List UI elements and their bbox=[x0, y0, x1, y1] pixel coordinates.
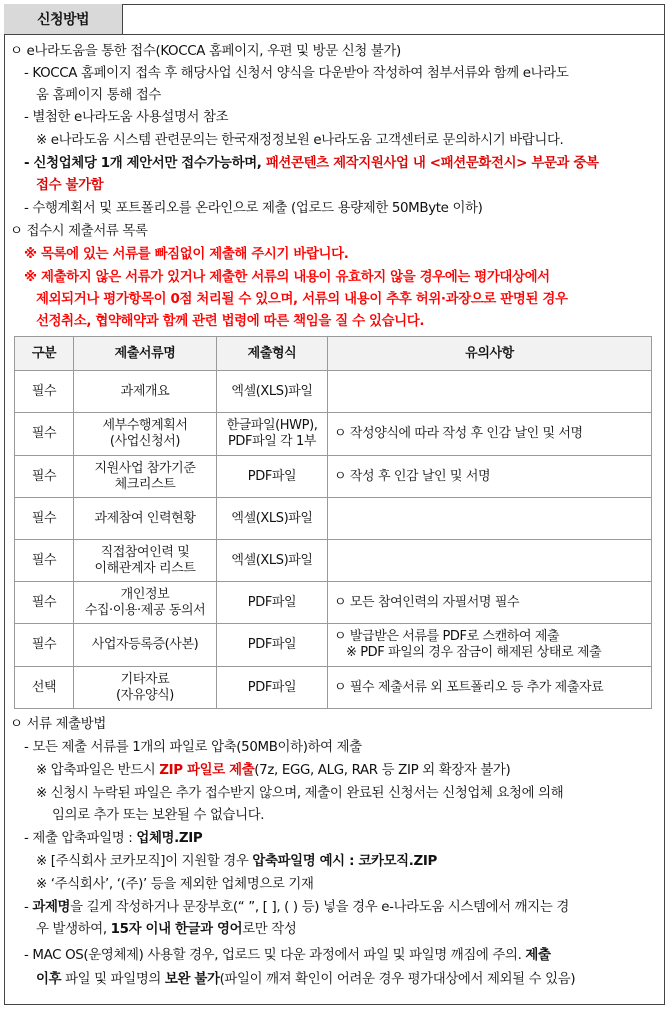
row-note: ㅇ 발급받은 서류를 PDF로 스캔하여 제출 ※ PDF 파일의 경우 잠금이 해제된 상태로 제출 bbox=[328, 624, 652, 667]
row-type: 선택 bbox=[15, 667, 74, 709]
row-note: ㅇ 모든 참여인력의 자필서명 필수 bbox=[328, 582, 652, 624]
row-note: ㅇ 작성 후 인감 날인 및 서명 bbox=[328, 456, 652, 498]
online-submission-note: - 수행계획서 및 포트폴리오를 온라인으로 제출 (업로드 용량제한 50MByte 이하) bbox=[24, 201, 483, 216]
submission-heading: ㅇ e나라도움을 통한 접수(KOCCA 홈페이지, 우편 및 방문 신청 불가) bbox=[10, 44, 401, 59]
table-header-row bbox=[15, 337, 652, 371]
row-note: ㅇ 필수 제출서류 외 포트폴리오 등 추가 제출자료 bbox=[328, 667, 652, 709]
missing-file-note-line1: ※ 신청시 누락된 파일은 추가 접수받지 않으며, 제출이 완료된 신청서는 신청업체 요청에 의해 bbox=[36, 786, 564, 801]
table-row bbox=[15, 371, 652, 413]
documents-table bbox=[14, 336, 652, 709]
row-note bbox=[328, 540, 652, 582]
row-note: ㅇ 작성양식에 따라 작성 후 인감 날인 및 서명 bbox=[328, 413, 652, 456]
kocca-instruction-line1: - KOCCA 홈페이지 접속 후 해당사업 신청서 양식을 다운받아 작성하여 첨부서류와 함께 e나라도 bbox=[24, 66, 569, 81]
row-doc-name: 사업자등록증(사본) bbox=[74, 624, 217, 667]
macos-note-line1: - MAC OS(운영체제) 사용할 경우, 업로드 및 다운 과정에서 파일 및 파일명 깨짐에 주의. 제출 bbox=[24, 948, 551, 963]
row-type: 필수 bbox=[15, 540, 74, 582]
table-row bbox=[15, 413, 652, 456]
section-header bbox=[4, 4, 665, 35]
row-doc-name: 직접참여인력 및 이해관계자 리스트 bbox=[74, 540, 217, 582]
row-note bbox=[328, 498, 652, 540]
header-type: 구분 bbox=[15, 337, 74, 371]
table-row bbox=[15, 624, 652, 667]
company-name-note: ※ ‘주식회사’, ‘(주)’ 등을 제외한 업체명으로 기재 bbox=[36, 877, 314, 892]
one-proposal-rule-cont: 접수 불가함 bbox=[36, 178, 104, 193]
row-doc-name: 과제개요 bbox=[74, 371, 217, 413]
row-type: 필수 bbox=[15, 498, 74, 540]
table-row bbox=[15, 540, 652, 582]
warning-invalid-line1: ※ 제출하지 않은 서류가 있거나 제출한 서류의 내용이 유효하지 않을 경우에는 평가대상에서 bbox=[24, 270, 550, 285]
zip-filename-example: ※ [주식회사 코카모직]이 지원할 경우 압축파일명 예시 : 코카모직.ZIP bbox=[36, 854, 437, 869]
one-proposal-rule-red: 패션콘텐츠 제작지원사업 내 <패션문화전시> 부문과 중복 bbox=[265, 156, 599, 171]
row-doc-name: 개인정보 수집·이용·제공 동의서 bbox=[74, 582, 217, 624]
row-type: 필수 bbox=[15, 582, 74, 624]
row-format: PDF파일 bbox=[217, 456, 328, 498]
warning-submit-all: ※ 목록에 있는 서류를 빠짐없이 제출해 주시기 바랍니다. bbox=[24, 247, 349, 262]
compress-instruction: - 모든 제출 서류를 1개의 파일로 압축(50MB이하)하여 제출 bbox=[24, 740, 362, 755]
table-row bbox=[15, 582, 652, 624]
kocca-instruction-line2: 움 홈페이지 통해 접수 bbox=[36, 88, 161, 103]
project-name-rule-line1: - 과제명을 길게 작성하거나 문장부호(“ ”, [ ], ( ) 등) 넣을 경우 e-나라도움 시스템에서 깨지는 경 bbox=[24, 900, 569, 915]
one-proposal-rule bbox=[24, 156, 599, 172]
macos-note-line2: 이후 파일 및 파일명의 보완 불가(파일이 깨져 확인이 어려운 경우 평가대상에서 제외될 수 있음) bbox=[36, 972, 576, 987]
row-doc-name: 세부수행계획서 (사업신청서) bbox=[74, 413, 217, 456]
warning-invalid-line3: 선정취소, 협약해약과 함께 관련 법령에 따른 책임을 질 수 있습니다. bbox=[36, 314, 425, 329]
row-type: 필수 bbox=[15, 413, 74, 456]
zip-only-note: ※ 압축파일은 반드시 ZIP 파일로 제출(7z, EGG, ALG, RAR 등 ZIP 외 확장자 불가) bbox=[36, 763, 511, 778]
documents-heading: ㅇ 접수시 제출서류 목록 bbox=[10, 224, 148, 239]
row-format: 엑셀(XLS)파일 bbox=[217, 498, 328, 540]
header-doc-name: 제출서류명 bbox=[74, 337, 217, 371]
row-note bbox=[328, 371, 652, 413]
row-format: 한글파일(HWP), PDF파일 각 1부 bbox=[217, 413, 328, 456]
row-format: PDF파일 bbox=[217, 582, 328, 624]
row-doc-name: 과제참여 인력현황 bbox=[74, 498, 217, 540]
row-type: 필수 bbox=[15, 456, 74, 498]
table-row bbox=[15, 667, 652, 709]
project-name-rule-line2: 우 발생하여, 15자 이내 한글과 영어로만 작성 bbox=[36, 922, 297, 937]
submission-method-heading: ㅇ 서류 제출방법 bbox=[10, 717, 106, 732]
inquiry-note: ※ e나라도움 시스템 관련문의는 한국재정정보원 e나라도움 고객센터로 문의하시기 바랍니다. bbox=[36, 133, 564, 148]
row-doc-name: 기타자료 (자유양식) bbox=[74, 667, 217, 709]
section-title: 신청방법 bbox=[4, 4, 123, 34]
row-type: 필수 bbox=[15, 371, 74, 413]
header-notes: 유의사항 bbox=[328, 337, 652, 371]
header-format: 제출형식 bbox=[217, 337, 328, 371]
table-row bbox=[15, 456, 652, 498]
row-format: 엑셀(XLS)파일 bbox=[217, 371, 328, 413]
row-doc-name: 지원사업 참가기준 체크리스트 bbox=[74, 456, 217, 498]
row-format: PDF파일 bbox=[217, 667, 328, 709]
row-type: 필수 bbox=[15, 624, 74, 667]
warning-invalid-line2: 제외되거나 평가항목이 0점 처리될 수 있으며, 서류의 내용이 추후 허위·과장으로 판명된 경우 bbox=[36, 292, 568, 307]
missing-file-note-line2: 임의로 추가 또는 보완될 수 없습니다. bbox=[52, 808, 265, 823]
zip-filename-rule: - 제출 압축파일명 : 업체명.ZIP bbox=[24, 831, 203, 846]
row-format: 엑셀(XLS)파일 bbox=[217, 540, 328, 582]
manual-reference: - 별첨한 e나라도움 사용설명서 참조 bbox=[24, 110, 229, 125]
one-proposal-rule-bold: - 신청업체당 1개 제안서만 접수가능하며, bbox=[24, 156, 266, 171]
table-row bbox=[15, 498, 652, 540]
row-format: PDF파일 bbox=[217, 624, 328, 667]
